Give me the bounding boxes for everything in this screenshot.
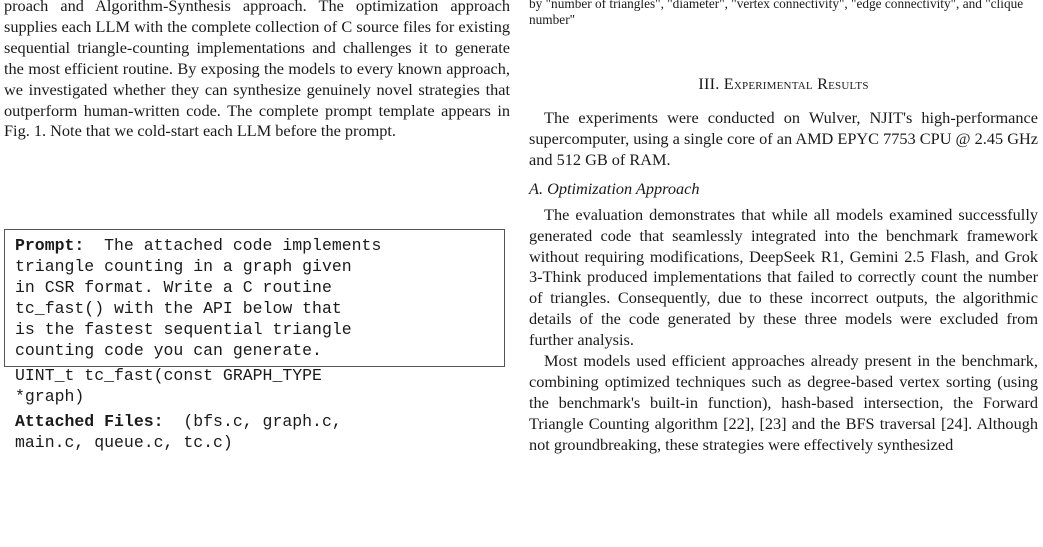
intro-paragraph: proach and Algorithm-Synthesis approach. The optimization approach supplies each LLM with the complete collection of C source files for existing sequential triangle-counting implementations and challenges it to generate the most efficient routine. By exposing the models to every known approach, we investigated whether they can synthesize genuinely novel strategies that outperform human-written code. The complete prompt template appears in Fig. 1. Note that we cold-start each LLM before the prompt.: [4, 0, 510, 141]
left-column: [4, 0, 510, 142]
section-title-text: III. Experimental Results: [698, 74, 869, 93]
prompt-text: The attached code implements triangle counting in a graph given in CSR format. Write a C routine tc_fast() with the API below that is the fastest sequential triangle counting code you can generate.: [15, 236, 382, 360]
api-signature: UINT_t tc_fast(const GRAPH_TYPE *graph): [15, 366, 322, 406]
figure-caption-tail: by "number of triangles", "diameter", "vertex connectivity", "edge connectivity", and "clique number": [529, 0, 1024, 27]
attached-files-block: [15, 411, 504, 453]
right-column: [529, 0, 1038, 456]
subsection-title: A. Optimization Approach: [529, 178, 700, 198]
attached-files-list: (bfs.c, graph.c, main.c, queue.c, tc.c): [15, 412, 342, 452]
models-paragraph: Most models used efficient approaches already present in the benchmark, combining optimized techniques such as degree-based vertex sorting (using the benchmark's built-in function), hash-based intersection, the Forward Triangle Counting algorithm [22], [23] and the BFS traversal [24]. Although not groundbreaking, these strategies were effectively synthesized: [529, 351, 1038, 454]
prompt-text-block: [15, 235, 504, 361]
experiments-paragraph: The experiments were conducted on Wulver, NJIT's high-performance supercomputer, using a single core of an AMD EPYC 7753 CPU @ 2.45 GHz and 512 GB of RAM.: [529, 108, 1038, 169]
prompt-box: [4, 229, 505, 452]
evaluation-paragraph: The evaluation demonstrates that while all models examined successfully generated code that seamlessly integrated into the benchmark framework without requiring modifications, DeepSeek R1, Gemini 2.5 Flash, and Grok 3-Think produced implementations that failed to correctly count the number of triangles. Consequently, due to these incorrect outputs, the algorithmic details of the code generated by these three models were excluded from further analysis.: [529, 204, 1038, 350]
prompt-label: Prompt:: [15, 236, 85, 255]
attached-files-label: Attached Files:: [15, 412, 164, 431]
section-title: [529, 74, 1038, 94]
